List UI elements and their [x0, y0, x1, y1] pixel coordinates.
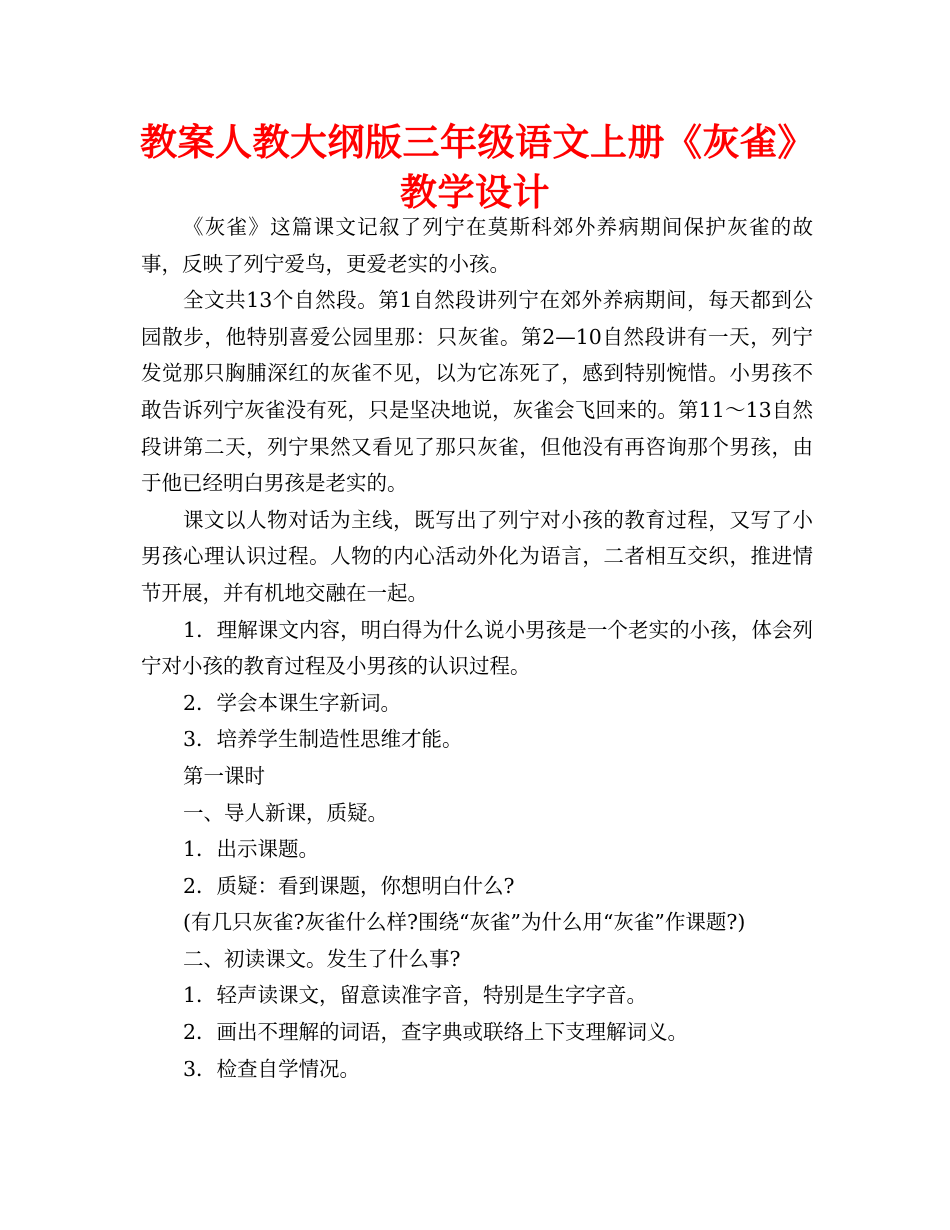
list-item: 1．出示课题。 — [183, 837, 320, 862]
title-line-2: 教学设计 — [400, 171, 550, 214]
section-heading-1: 一、导人新课，质疑。 — [183, 800, 388, 825]
document-title — [140, 118, 815, 218]
section-heading-2: 二、初读课文。发生了什么事? — [183, 946, 461, 971]
list-item: 1．轻声读课文，留意读准字音，特别是生字字音。 — [183, 983, 648, 1008]
document-body — [141, 209, 813, 1087]
paragraph-structure: 全文共13个自然段。第1自然段讲列宁在郊外养病期间，每天都到公园散步，他特别喜爱公园里那：只灰雀。第2—10自然段讲有一天，列宁发觉那只胸脯深红的灰雀不见，以为它冻死了，感到特别惋惜。小男孩不敢告诉列宁灰雀没有死，只是坚决地说，灰雀会飞回来的。第11～13自然段讲第二天，列宁果然又看见了那只灰雀，但他没有再咨询那个男孩，由于他已经明白男孩是老实的。 — [141, 288, 813, 496]
list-item: 2．画出不理解的词语，查字典或联络上下支理解词义。 — [183, 1020, 689, 1045]
objective-3: 3．培养学生制造性思维才能。 — [183, 727, 463, 752]
paragraph-intro: 《灰雀》这篇课文记叙了列宁在莫斯科郊外养病期间保护灰雀的故事，反映了列宁爱鸟，更爱老实的小孩。 — [141, 215, 813, 276]
question-note: (有几只灰雀?灰雀什么样?围绕“灰雀”为什么用“灰雀”作课题?) — [183, 910, 746, 935]
objective-1: 1．理解课文内容，明白得为什么说小男孩是一个老实的小孩，体会列宁对小孩的教育过程及小男孩的认识过程。 — [141, 617, 813, 679]
list-item: 3．检查自学情况。 — [183, 1056, 361, 1081]
objective-2: 2．学会本课生字新词。 — [183, 690, 402, 715]
paragraph-analysis: 课文以人物对话为主线，既写出了列宁对小孩的教育过程，又写了小男孩心理认识过程。人物的内心活动外化为语言，二者相互交织，推进情节开展，并有机地交融在一起。 — [141, 507, 813, 605]
list-item: 2．质疑：看到课题，你想明白什么? — [183, 873, 515, 898]
title-line-1: 教案人教大纲版三年级语文上册《灰雀》 — [140, 121, 815, 164]
lesson-heading: 第一课时 — [183, 763, 265, 788]
